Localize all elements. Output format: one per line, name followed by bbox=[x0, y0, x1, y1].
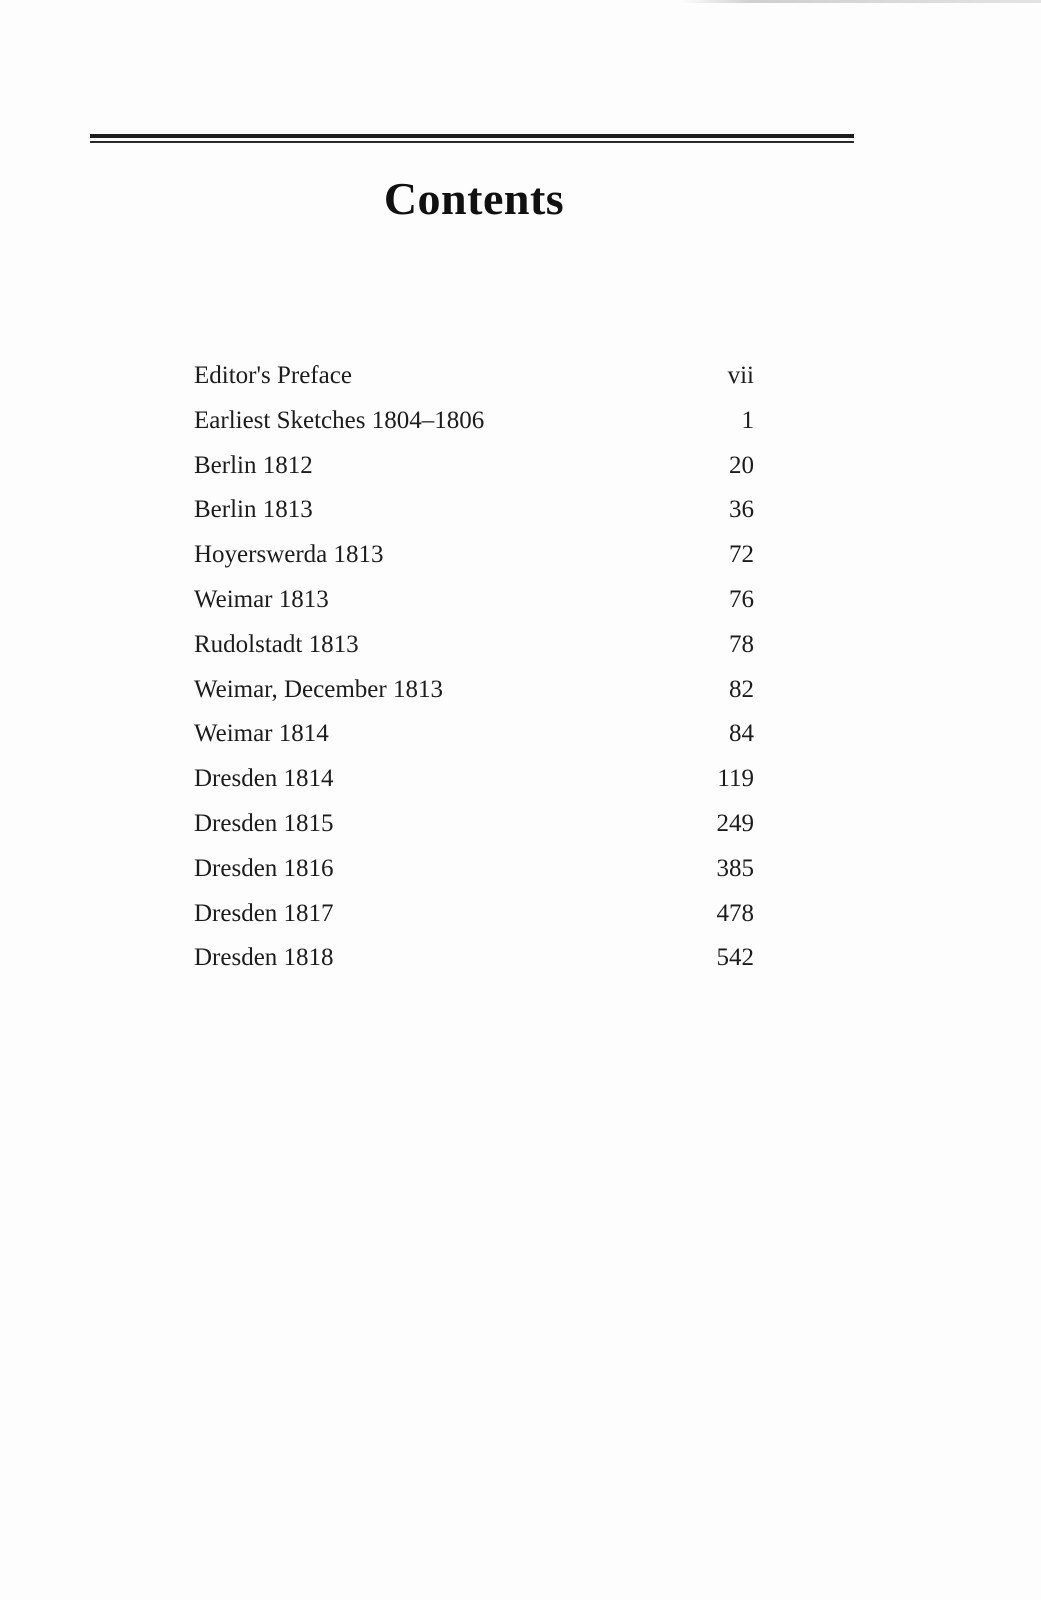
toc-entry-page-number: 72 bbox=[729, 541, 754, 569]
toc-entry-title: Hoyerswerda 1813 bbox=[194, 541, 384, 569]
toc-entry-page-number: vii bbox=[727, 362, 754, 389]
toc-entry[interactable] bbox=[194, 586, 754, 631]
toc-entry[interactable] bbox=[194, 541, 754, 586]
toc-entry-title: Rudolstadt 1813 bbox=[194, 630, 359, 658]
toc-entry[interactable] bbox=[194, 676, 754, 721]
toc-entry-title: Dresden 1816 bbox=[194, 854, 334, 882]
toc-entry-page-number: 478 bbox=[716, 899, 754, 927]
toc-entry-page-number: 1 bbox=[741, 406, 754, 434]
toc-entry-title: Earliest Sketches 1804–1806 bbox=[194, 406, 485, 434]
toc-entry[interactable] bbox=[194, 720, 754, 765]
toc-entry[interactable] bbox=[194, 452, 754, 497]
toc-entry[interactable] bbox=[194, 810, 754, 855]
toc-entry-page-number: 78 bbox=[729, 630, 754, 658]
toc-entry-title: Weimar 1813 bbox=[194, 585, 329, 613]
toc-entry-title: Dresden 1817 bbox=[194, 899, 334, 927]
toc-entry[interactable] bbox=[194, 496, 754, 541]
toc-entry-page-number: 82 bbox=[729, 675, 754, 703]
toc-entry[interactable] bbox=[194, 900, 754, 945]
toc-entry-page-number: 542 bbox=[716, 944, 754, 972]
toc-entry-title: Dresden 1818 bbox=[194, 944, 334, 972]
toc-entry-title: Berlin 1812 bbox=[194, 451, 313, 479]
toc-entry[interactable] bbox=[194, 362, 754, 407]
page-title: Contents bbox=[383, 173, 565, 224]
toc-entry[interactable] bbox=[194, 855, 754, 900]
toc-entry-page-number: 20 bbox=[729, 451, 754, 479]
toc-entry-title: Dresden 1814 bbox=[194, 765, 334, 793]
toc-entry-title: Dresden 1815 bbox=[194, 809, 334, 837]
scan-edge-shadow bbox=[680, 0, 1041, 3]
toc-entry-page-number: 84 bbox=[729, 720, 754, 748]
toc-entry-title: Editor's Preface bbox=[194, 362, 352, 389]
rule-thin bbox=[90, 141, 854, 143]
toc-entry[interactable] bbox=[194, 944, 754, 989]
table-of-contents bbox=[194, 362, 754, 989]
toc-entry-page-number: 36 bbox=[729, 496, 754, 524]
toc-entry-title: Berlin 1813 bbox=[194, 496, 313, 524]
toc-entry[interactable] bbox=[194, 765, 754, 810]
toc-entry-title: Weimar, December 1813 bbox=[194, 675, 443, 703]
toc-entry-page-number: 76 bbox=[729, 585, 754, 613]
toc-entry[interactable] bbox=[194, 631, 754, 676]
toc-entry[interactable] bbox=[194, 407, 754, 452]
toc-entry-page-number: 119 bbox=[717, 765, 754, 793]
header-double-rule bbox=[90, 134, 854, 143]
toc-entry-page-number: 385 bbox=[716, 854, 754, 882]
toc-entry-title: Weimar 1814 bbox=[194, 720, 329, 748]
toc-entry-page-number: 249 bbox=[716, 809, 754, 837]
